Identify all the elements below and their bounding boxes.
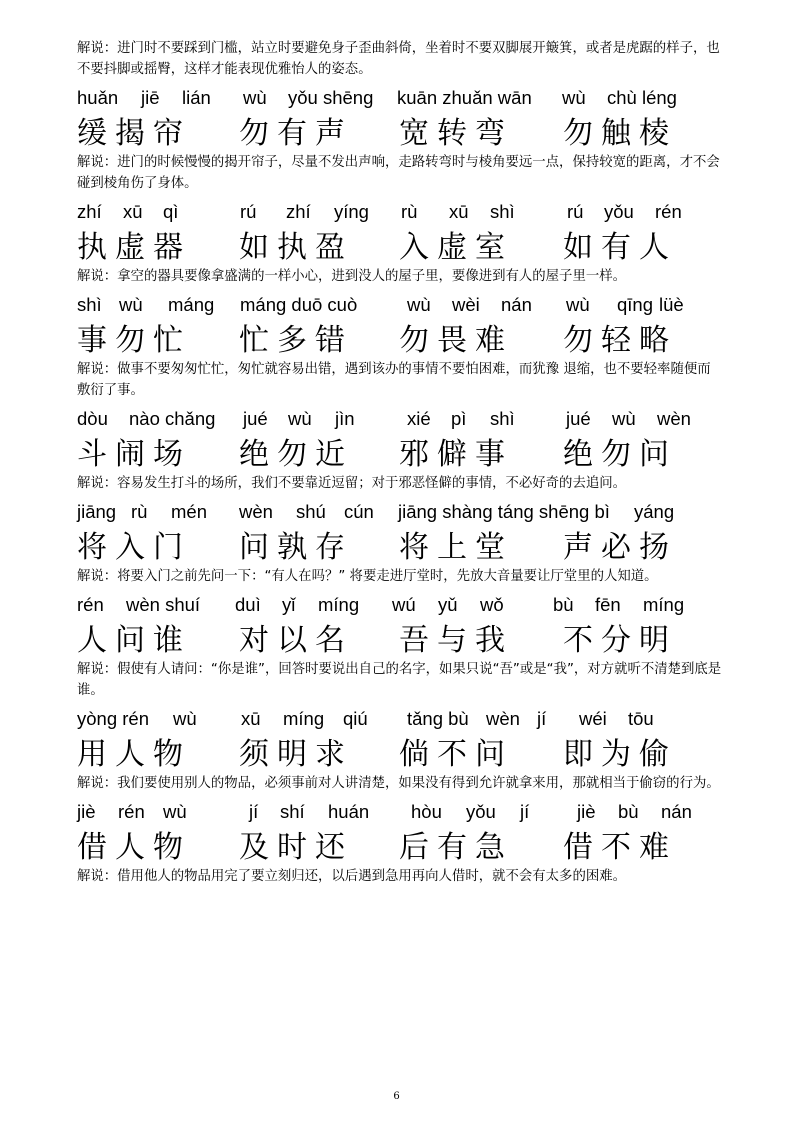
pinyin-syllable: jiāng shàng táng shēng bì (398, 501, 610, 522)
verse-block (77, 200, 722, 287)
pinyin-syllable: xū (123, 201, 143, 222)
pinyin-line (77, 707, 722, 731)
pinyin-syllable: yǒu shēng (288, 87, 374, 108)
pinyin-syllable: wèn (657, 408, 691, 429)
pinyin-syllable: wǒ (480, 594, 504, 615)
hanzi-line (77, 737, 722, 773)
pinyin-syllable: dòu (77, 408, 108, 429)
pinyin-syllable: míng (643, 594, 685, 615)
pinyin-syllable: fēn (595, 594, 621, 615)
pinyin-syllable: jìn (335, 408, 355, 429)
hanzi-phrase: 后有急 (399, 830, 513, 865)
verse-explanation: 解说：容易发生打斗的场所，我们不要靠近逗留；对于邪恶怪僻的事情，不必好奇的去追问。 (77, 476, 627, 491)
verse-explanation: 解说：我们要使用别人的物品，必须事前对人讲清楚，如果没有得到允许就拿来用，那就相当于偷窃的行为。 (77, 776, 720, 791)
pinyin-syllable: máng (168, 294, 215, 315)
pinyin-syllable: nán (501, 294, 532, 315)
hanzi-phrase: 勿有声 (239, 116, 353, 151)
hanzi-phrase: 绝勿近 (239, 437, 353, 472)
verse-explanation: 解说：将要入门之前先问一下：“有人在吗？” 将要走进厅堂时，先放大音量要让厅堂里的人知道。 (77, 569, 658, 584)
pinyin-line (77, 500, 722, 524)
hanzi-phrase: 问孰存 (239, 530, 353, 565)
verse-block (77, 800, 722, 887)
hanzi-phrase: 如执盈 (239, 230, 353, 265)
hanzi-phrase: 声必扬 (563, 530, 677, 565)
verse-explanation: 解说：借用他人的物品用完了要立刻归还，以后遇到急用再向人借时，就不会有太多的困难。 (77, 869, 627, 884)
hanzi-phrase: 借不难 (563, 830, 677, 865)
hanzi-phrase: 用人物 (77, 737, 191, 772)
hanzi-phrase: 缓揭帘 (77, 116, 191, 151)
pinyin-syllable: rén (655, 201, 682, 222)
hanzi-phrase: 宽转弯 (399, 116, 513, 151)
pinyin-syllable: shì (77, 294, 102, 315)
pinyin-syllable: míng (283, 708, 325, 729)
hanzi-phrase: 对以名 (239, 623, 353, 658)
hanzi-line (77, 323, 722, 359)
hanzi-phrase: 勿畏难 (399, 323, 513, 358)
verse-block (77, 593, 722, 701)
hanzi-line (77, 623, 722, 659)
hanzi-phrase: 忙多错 (239, 323, 353, 358)
pinyin-syllable: qiú (343, 708, 368, 729)
hanzi-phrase: 如有人 (563, 230, 677, 265)
page-number: 6 (393, 1091, 400, 1102)
verse-block (77, 407, 722, 494)
hanzi-line (77, 530, 722, 566)
pinyin-syllable: lüè (659, 294, 684, 315)
hanzi-phrase: 不分明 (563, 623, 677, 658)
pinyin-syllable: qīng (617, 294, 654, 315)
pinyin-syllable: wú (392, 594, 416, 615)
pinyin-syllable: rén (118, 801, 145, 822)
pinyin-syllable: huǎn (77, 87, 119, 108)
pinyin-syllable: wù (119, 294, 143, 315)
pinyin-syllable: bù (553, 594, 574, 615)
pinyin-line (77, 200, 722, 224)
hanzi-line (77, 230, 722, 266)
hanzi-phrase: 倘不问 (399, 737, 513, 772)
pinyin-syllable: rù (401, 201, 418, 222)
pinyin-syllable: wù (288, 408, 312, 429)
pinyin-syllable: zhí (77, 201, 102, 222)
hanzi-phrase: 入虚室 (399, 230, 513, 265)
pinyin-syllable: jiāng (77, 501, 117, 522)
pinyin-syllable: lián (182, 87, 211, 108)
pinyin-syllable: shì (490, 201, 515, 222)
pinyin-syllable: bù (618, 801, 639, 822)
verse-explanation: 解说：做事不要匆匆忙忙，匆忙就容易出错，遇到该办的事情不要怕困难，而犹豫 退缩，也不要轻率随便而敷衍了事。 (77, 362, 711, 398)
hanzi-line (77, 830, 722, 866)
pinyin-syllable: nào chǎng (129, 408, 216, 429)
pinyin-syllable: jué (243, 408, 268, 429)
pinyin-syllable: xié (407, 408, 431, 429)
hanzi-phrase: 执虚器 (77, 230, 191, 265)
document-body (77, 38, 722, 887)
hanzi-phrase: 勿触棱 (563, 116, 677, 151)
hanzi-phrase: 将入门 (77, 530, 191, 565)
pinyin-syllable: rú (240, 201, 257, 222)
pinyin-syllable: duì (235, 594, 261, 615)
pinyin-syllable: huán (328, 801, 370, 822)
pinyin-line (77, 86, 722, 110)
pinyin-syllable: jué (566, 408, 591, 429)
pinyin-syllable: jí (520, 801, 530, 822)
pinyin-syllable: jiè (577, 801, 596, 822)
pinyin-syllable: rú (567, 201, 584, 222)
verse-explanation: 解说：进门的时候慢慢的揭开帘子，尽量不发出声响，走路转弯时与棱角要远一点，保持较宽的距离，才不会碰到棱角伤了身体。 (77, 155, 720, 191)
pinyin-syllable: chù léng (607, 87, 677, 108)
verse-block (77, 293, 722, 401)
pinyin-syllable: jiē (141, 87, 160, 108)
hanzi-phrase: 事勿忙 (77, 323, 191, 358)
pinyin-syllable: xū (449, 201, 469, 222)
pinyin-syllable: wèi (452, 294, 480, 315)
pinyin-syllable: wù (566, 294, 590, 315)
verse-block (77, 707, 722, 794)
pinyin-syllable: shì (490, 408, 515, 429)
pinyin-line (77, 800, 722, 824)
pinyin-syllable: xū (241, 708, 261, 729)
pinyin-syllable: wù (562, 87, 586, 108)
pinyin-syllable: kuān zhuǎn wān (397, 87, 532, 108)
pinyin-syllable: jí (537, 708, 547, 729)
pinyin-line (77, 407, 722, 431)
hanzi-phrase: 绝勿问 (563, 437, 677, 472)
intro-explanation: 解说：进门时不要踩到门槛，站立时要避免身子歪曲斜倚，坐着时不要双脚展开簸箕，或者是虎踞的样子，也不要抖脚或摇臀，这样才能表现优雅怡人的姿态。 (77, 41, 720, 77)
pinyin-syllable: jiè (77, 801, 96, 822)
pinyin-syllable: wù (612, 408, 636, 429)
hanzi-phrase: 即为偷 (563, 737, 677, 772)
hanzi-phrase: 将上堂 (399, 530, 513, 565)
pinyin-syllable: yáng (634, 501, 675, 522)
pinyin-syllable: yòng rén (77, 708, 149, 729)
hanzi-phrase: 勿轻略 (563, 323, 677, 358)
verse-block (77, 500, 722, 587)
hanzi-phrase: 借人物 (77, 830, 191, 865)
pinyin-syllable: wù (407, 294, 431, 315)
pinyin-syllable: tōu (628, 708, 654, 729)
verse-list (77, 86, 722, 887)
pinyin-syllable: wù (243, 87, 267, 108)
hanzi-phrase: 须明求 (239, 737, 353, 772)
pinyin-syllable: cún (344, 501, 374, 522)
pinyin-syllable: wèn shuí (126, 594, 201, 615)
pinyin-syllable: tǎng bù (407, 708, 469, 729)
pinyin-syllable: nán (661, 801, 692, 822)
hanzi-phrase: 吾与我 (399, 623, 513, 658)
verse-explanation: 解说：拿空的器具要像拿盛满的一样小心，进到没人的屋子里，要像进到有人的屋子里一样。 (77, 269, 627, 284)
pinyin-syllable: qì (163, 201, 179, 222)
pinyin-syllable: yǒu (466, 801, 496, 822)
pinyin-syllable: wéi (579, 708, 607, 729)
pinyin-syllable: wù (163, 801, 187, 822)
hanzi-phrase: 人问谁 (77, 623, 191, 658)
pinyin-syllable: mén (171, 501, 207, 522)
pinyin-syllable: yíng (334, 201, 369, 222)
pinyin-syllable: pì (451, 408, 467, 429)
pinyin-syllable: hòu (411, 801, 442, 822)
pinyin-syllable: yǐ (282, 594, 296, 615)
pinyin-line (77, 293, 722, 317)
pinyin-syllable: yǔ (438, 594, 458, 615)
hanzi-phrase: 邪僻事 (399, 437, 513, 472)
hanzi-phrase: 斗闹场 (77, 437, 191, 472)
pinyin-syllable: shú (296, 501, 326, 522)
pinyin-line (77, 593, 722, 617)
verse-block (77, 86, 722, 194)
verse-explanation: 解说：假使有人请问：“你是谁”，回答时要说出自己的名字，如果只说“吾”或是“我”，对方就听不清楚到底是谁。 (77, 662, 722, 698)
pinyin-syllable: wèn (486, 708, 520, 729)
hanzi-line (77, 437, 722, 473)
pinyin-syllable: míng (318, 594, 360, 615)
pinyin-syllable: rù (131, 501, 148, 522)
pinyin-syllable: jí (249, 801, 259, 822)
pinyin-syllable: shí (280, 801, 305, 822)
pinyin-syllable: wù (173, 708, 197, 729)
pinyin-syllable: zhí (286, 201, 311, 222)
hanzi-phrase: 及时还 (239, 830, 353, 865)
pinyin-syllable: yǒu (604, 201, 634, 222)
pinyin-syllable: wèn (239, 501, 273, 522)
pinyin-syllable: máng duō cuò (240, 294, 358, 315)
hanzi-line (77, 116, 722, 152)
pinyin-syllable: rén (77, 594, 104, 615)
